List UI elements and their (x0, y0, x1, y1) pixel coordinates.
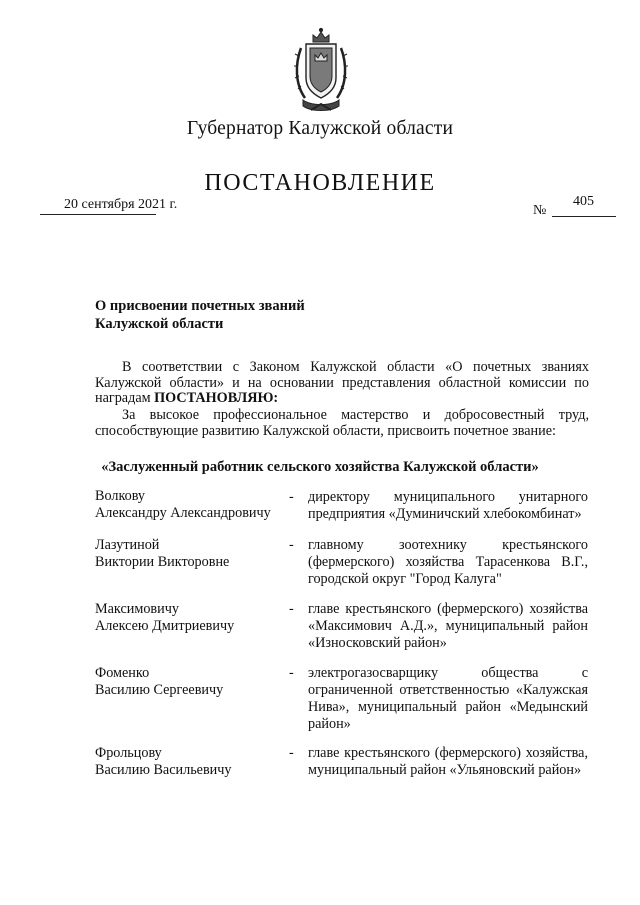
awardee-given-name: Виктории Викторовне (95, 554, 230, 570)
awardee-surname: Фоменко (95, 665, 150, 681)
document-subject (95, 297, 305, 333)
honorary-title: «Заслуженный работник сельского хозяйства Калужской области» (101, 459, 539, 475)
awardee-surname: Максимовичу (95, 601, 179, 617)
list-dash: - (289, 745, 294, 761)
award-paragraph: За высокое профессиональное мастерство и добросовестный труд, способствующие развитию Калужской области, присвоить почетное звание: (95, 407, 589, 439)
awardee-name (95, 745, 232, 779)
awardee-position: главному зоотехнику крестьянского (фермерского) хозяйства Тарасенкова В.Г., городской округ "Город Калуга" (308, 537, 588, 587)
coat-of-arms-icon (291, 26, 351, 112)
list-dash: - (289, 665, 294, 681)
awardee-given-name: Алексею Дмитриевичу (95, 618, 235, 634)
document-date: 20 сентября 2021 г. (64, 197, 178, 212)
document-number: 405 (573, 194, 594, 209)
number-sign: № (533, 203, 547, 218)
document-type-title: ПОСТАНОВЛЕНИЕ (204, 170, 436, 196)
subject-line-2: Калужской области (95, 316, 224, 332)
awardee-surname: Фрольцову (95, 745, 162, 761)
list-dash: - (289, 601, 294, 617)
list-dash: - (289, 489, 294, 505)
awardee-name (95, 665, 223, 699)
subject-line-1: О присвоении почетных званий (95, 298, 305, 314)
awardee-name (95, 537, 229, 571)
list-dash: - (289, 537, 294, 553)
awardee-surname: Лазутиной (95, 537, 160, 553)
preamble-text: В соответствии с Законом Калужской области «О почетных званиях Калужской области» и на основании представления областной комиссии по наградам (95, 359, 589, 406)
awardee-given-name: Василию Васильевичу (95, 762, 232, 778)
awardee-given-name: Александру Александровичу (95, 505, 271, 521)
awardee-surname: Волкову (95, 488, 146, 504)
awardee-position: главе крестьянского (фермерского) хозяйства, муниципальный район «Ульяновский район» (308, 745, 588, 778)
resolve-keyword: ПОСТАНОВЛЯЮ: (154, 390, 279, 406)
awardee-position: главе крестьянского (фермерского) хозяйства «Максимович А.Д.», муниципальный район «Износковский район» (308, 601, 588, 651)
preamble-paragraph (95, 360, 589, 407)
awardee-name (95, 488, 271, 522)
awardee-position: директору муниципального унитарного предприятия «Думиничский хлебокомбинат» (308, 489, 588, 522)
number-underline (552, 216, 616, 217)
date-underline (40, 214, 156, 215)
awardee-position: электрогазосварщику общества с ограниченной ответственностью «Калужская Нива», муниципальный район «Медынский район» (308, 665, 588, 732)
issuing-authority: Губернатор Калужской области (186, 118, 454, 139)
awardee-name (95, 601, 234, 635)
awardee-given-name: Василию Сергеевичу (95, 682, 224, 698)
